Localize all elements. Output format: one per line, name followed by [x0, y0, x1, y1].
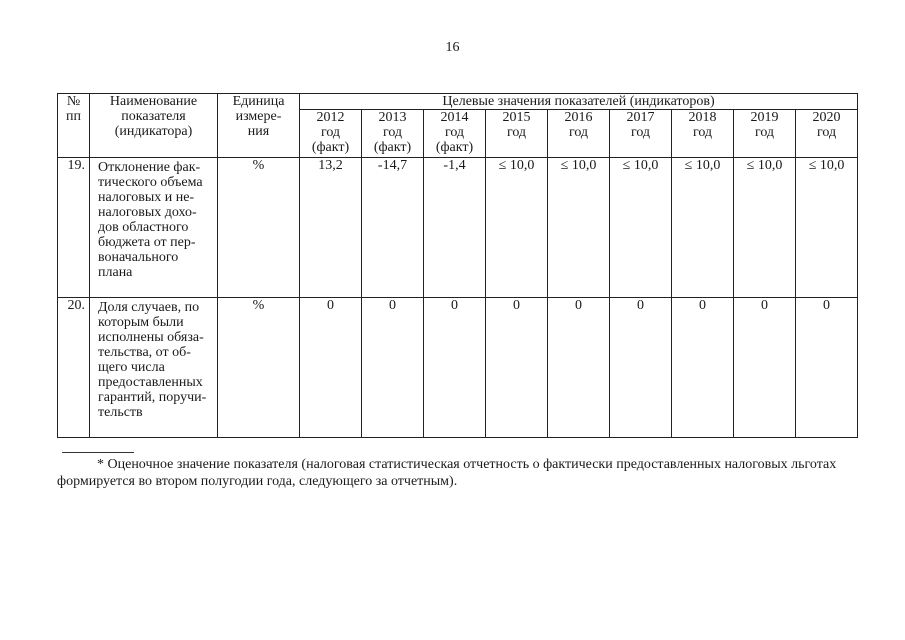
- value-cell: 0: [300, 298, 362, 438]
- table-row: [58, 158, 858, 298]
- row-number: 20.: [58, 298, 90, 438]
- value-cell: 0: [796, 298, 858, 438]
- header-unit: Единица измере- ния: [218, 94, 300, 158]
- header-year: 2018 год: [672, 110, 734, 158]
- value-cell: 0: [362, 298, 424, 438]
- page-number: 16: [445, 40, 460, 55]
- value-cell: ≤ 10,0: [486, 158, 548, 298]
- unit-cell: %: [218, 158, 300, 298]
- value-cell: ≤ 10,0: [610, 158, 672, 298]
- value-cell: 0: [672, 298, 734, 438]
- header-year: 2013 год (факт): [362, 110, 424, 158]
- value-cell: 0: [610, 298, 672, 438]
- row-number: 19.: [58, 158, 90, 298]
- header-year: 2014 год (факт): [424, 110, 486, 158]
- header-targets: Целевые значения показателей (индикаторов): [300, 94, 858, 110]
- indicators-table: [57, 93, 858, 438]
- value-cell: ≤ 10,0: [672, 158, 734, 298]
- unit-cell: %: [218, 298, 300, 438]
- header-year: 2012 год (факт): [300, 110, 362, 158]
- footnote: * Оценочное значение показателя (налоговая статистическая отчетность о фактически предоставленных налоговых льготах формируется во втором полугодии года, следующего за отчетным).: [57, 457, 837, 489]
- header-year: 2017 год: [610, 110, 672, 158]
- value-cell: -14,7: [362, 158, 424, 298]
- header-name: Наименование показателя (индикатора): [90, 94, 218, 158]
- header-year: 2019 год: [734, 110, 796, 158]
- indicator-name: Доля случаев, по которым были исполнены обяза- тельства, от об- щего числа предоставленных гарантий, поручи- тельств: [90, 298, 218, 438]
- value-cell: 0: [486, 298, 548, 438]
- footnote-divider: [62, 452, 134, 453]
- header-year: 2015 год: [486, 110, 548, 158]
- value-cell: 0: [548, 298, 610, 438]
- value-cell: ≤ 10,0: [796, 158, 858, 298]
- value-cell: ≤ 10,0: [734, 158, 796, 298]
- table-row: [58, 298, 858, 438]
- indicator-name: Отклонение фак- тического объема налоговых и не- налоговых дохо- дов областного бюджета от пер- воначального плана: [90, 158, 218, 298]
- header-num: № пп: [58, 94, 90, 158]
- header-year: 2016 год: [548, 110, 610, 158]
- value-cell: 0: [424, 298, 486, 438]
- value-cell: 0: [734, 298, 796, 438]
- header-year: 2020 год: [796, 110, 858, 158]
- value-cell: ≤ 10,0: [548, 158, 610, 298]
- value-cell: -1,4: [424, 158, 486, 298]
- value-cell: 13,2: [300, 158, 362, 298]
